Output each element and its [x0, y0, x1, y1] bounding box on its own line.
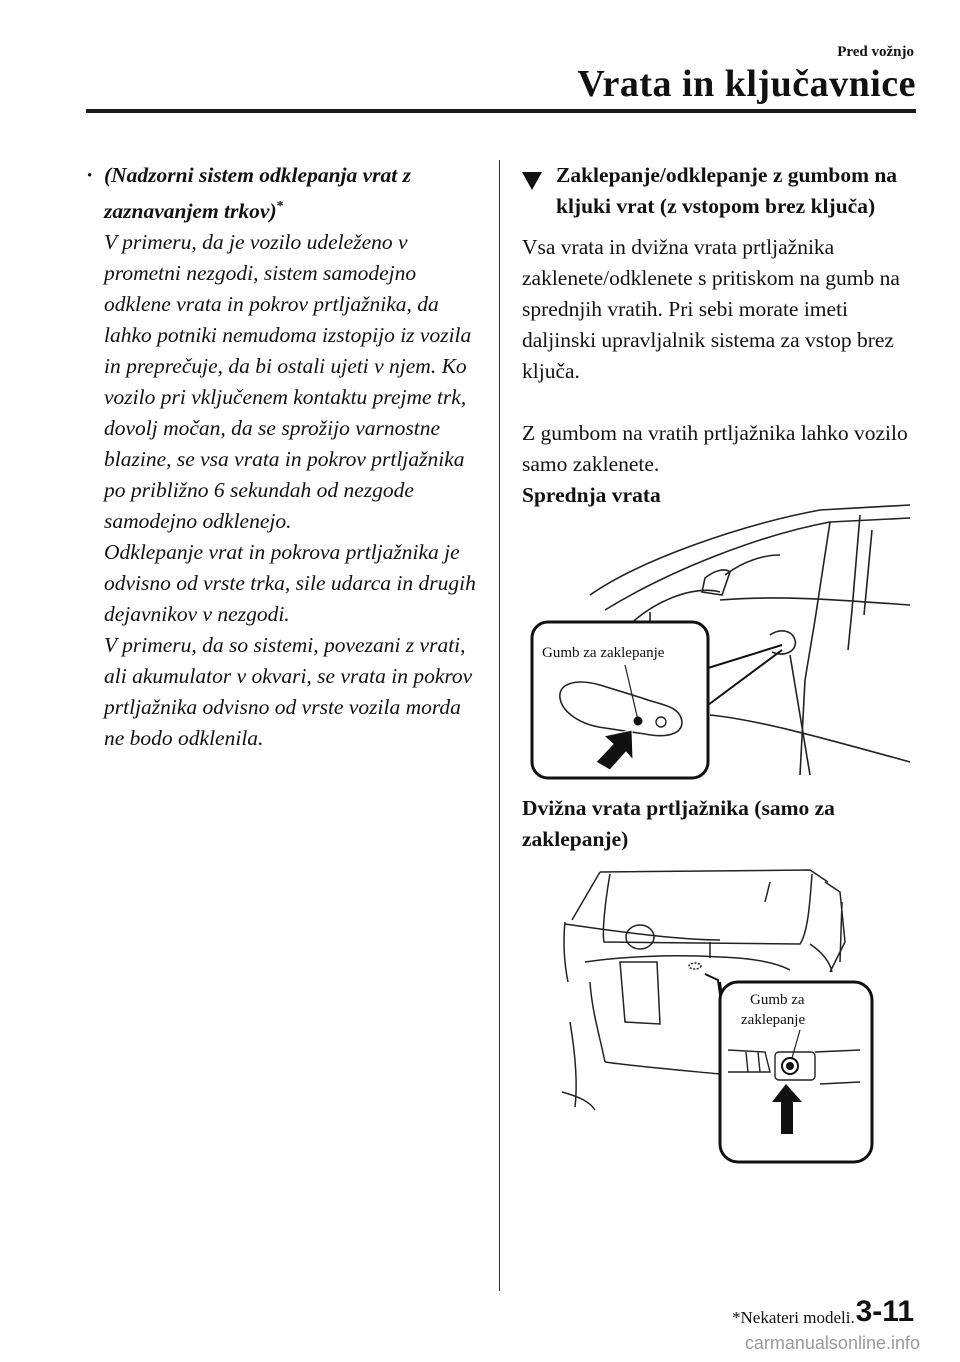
- column-divider: [499, 160, 500, 1291]
- section-heading: [522, 160, 922, 222]
- right-column: [522, 160, 922, 511]
- paragraph-3: V primeru, da so sistemi, povezani z vrati, ali akumulator v okvari, se vrata in pokrov prtljažnika odvisno od vrste vozila morda ne bodo odklenila.: [104, 633, 473, 751]
- figure-liftgate: [560, 862, 890, 1167]
- right-paragraph-2: Z gumbom na vratih prtljažnika lahko vozilo samo zaklenete.: [522, 421, 908, 476]
- figure-front-door: [530, 500, 914, 785]
- page-number: 3-11: [855, 1295, 914, 1328]
- bullet-mark: ·: [86, 163, 94, 187]
- right-column-lower: [522, 793, 922, 855]
- section-heading-text: Zaklepanje/odklepanje z gumbom na kljuki vrat (z vstopom brez ključa): [556, 163, 898, 218]
- footnote: *Nekateri modeli.: [732, 1308, 855, 1327]
- liftgate-button-label-line1: Gumb za: [750, 992, 805, 1008]
- header-rule: [86, 109, 916, 113]
- paragraph-2: Odklepanje vrat in pokrova prtljažnika je odvisno od vrste trka, sile udarca in drugih dejavnikov v nezgodi.: [104, 540, 476, 627]
- bullet-item: [86, 160, 478, 754]
- front-door-illustration: [530, 500, 914, 785]
- front-door-button-label: Gumb za zaklepanje: [542, 645, 665, 661]
- liftgate-illustration: [560, 862, 890, 1167]
- page-title: Vrata in ključavnice: [577, 63, 916, 105]
- liftgate-button-label-line2: zaklepanje: [741, 1012, 806, 1028]
- item-heading-line2: zaznavanjem trkov): [104, 199, 277, 224]
- right-paragraph-1: Vsa vrata in dvižna vrata prtljažnika zaklenete/odklenete s pritiskom na gumb na sprednjih vratih. Pri sebi morate imeti daljinski upravljalnik sistema za vstop brez ključa.: [522, 235, 900, 383]
- footnote-mark: *: [276, 199, 284, 214]
- left-column: [86, 160, 478, 754]
- watermark: carmanualsonline.info: [744, 1333, 920, 1353]
- item-heading-line1: (Nadzorni sistem odklepanja vrat z: [104, 163, 411, 187]
- subheading-liftgate: Dvižna vrata prtljažnika (samo za zaklepanje): [522, 796, 835, 851]
- header-section-label: Pred vožnjo: [837, 44, 914, 60]
- triangle-down-icon: [522, 160, 556, 222]
- item-heading: [104, 160, 478, 227]
- subheading-front-door: Sprednja vrata: [522, 483, 661, 507]
- paragraph-1: V primeru, da je vozilo udeleženo v prometni nezgodi, sistem samodejno odklene vrata in pokrov prtljažnika, da lahko potniki nemudoma izstopijo iz vozila in preprečuje, da bi ostali ujeti v njem. Ko vozilo pri vključenem kontaktu prejme trk, dovolj močan, da se sprožijo varnostne blazine, se vsa vrata in pokrov prtljažnika po približno 6 sekundah od nezgode samodejno odklenejo.: [104, 230, 472, 534]
